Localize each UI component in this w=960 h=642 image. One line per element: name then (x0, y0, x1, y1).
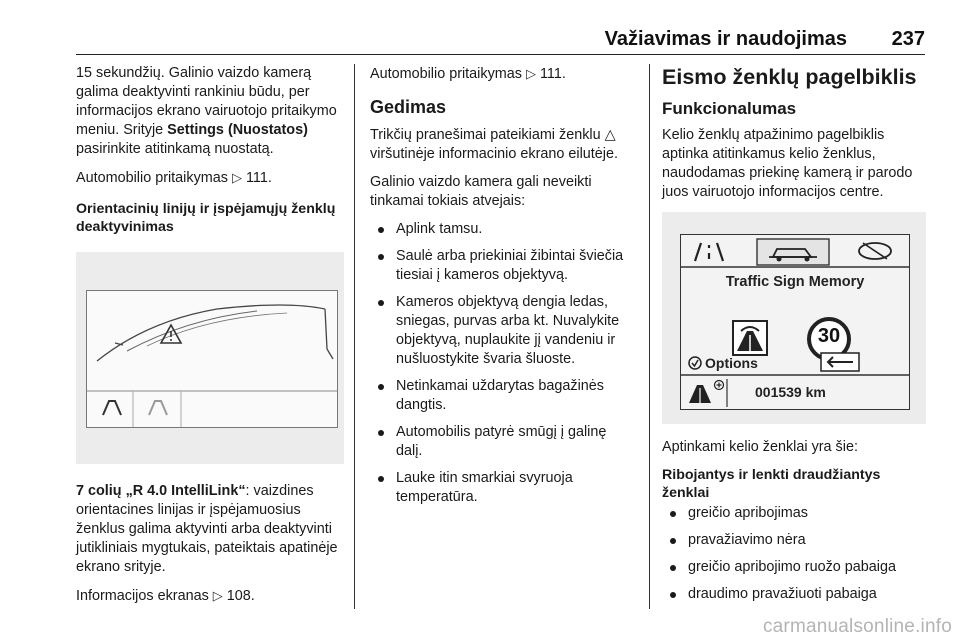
rear-camera-figure (76, 252, 344, 464)
small-motorway-icon (689, 385, 711, 403)
list-item: greičio apribojimo ruožo pabaiga (662, 558, 926, 577)
driver-info-display (680, 234, 910, 410)
display-title: Traffic Sign Memory (725, 274, 865, 290)
failure-conditions-list (370, 220, 636, 507)
speed-limit-value: 30 (817, 325, 841, 347)
warning-toggle-icon (149, 401, 167, 415)
column-divider-1 (354, 64, 355, 609)
page-header (76, 26, 925, 55)
paragraph: Trikčių pranešimai pateikiami ženklu △ viršutinėje informacinio ekrano eilutėje. (370, 127, 618, 162)
odometer-value: 001539 km (755, 384, 826, 400)
cross-reference: Automobilio pritaikymas ▷ 111. (370, 66, 566, 82)
no-overtaking-icon (859, 243, 891, 259)
page-number: 237 (891, 28, 925, 50)
page-ref-icon: ▷ (525, 66, 536, 81)
column-2 (370, 64, 636, 515)
lane-icon (695, 243, 723, 261)
list-item: Lauke itin smarkiai svyruoja temperatūra. (370, 469, 636, 507)
sign-types-list (662, 504, 926, 604)
cross-reference: Automobilio pritaikymas ▷ 111. (76, 170, 272, 186)
options-icon (689, 357, 701, 369)
section-heading: Funkcionalumas (662, 99, 797, 118)
subheading: Ribojantys ir lenkti draudžiantys ženklai (662, 467, 881, 501)
guidelines-toggle-icon (103, 401, 121, 415)
traffic-sign-figure (662, 212, 926, 424)
section-heading: Gedimas (370, 97, 447, 117)
page-ref-icon: ▷ (231, 170, 242, 185)
list-item: greičio apribojimas (662, 504, 926, 523)
list-item: Automobilis patyrė smūgį į galinę dalį. (370, 423, 636, 461)
list-item: pravažiavimo nėra (662, 531, 926, 550)
list-item: Saulė arba priekiniai žibintai šviečia tiesiai į kameros objektyvą. (370, 247, 636, 285)
list-item: Kameros objektyvą dengia ledas, sniegas, purvas arba kt. Nuvalykite objektyvą, nuplaukite jį vandeniu ir nušluostykite švaria šluoste. (370, 293, 636, 369)
options-label: Options (705, 355, 758, 371)
cross-reference: Informacijos ekranas ▷ 108. (76, 588, 255, 604)
column-divider-2 (649, 64, 650, 609)
paragraph: Aptinkami kelio ženklai yra šie: (662, 439, 858, 455)
camera-display (86, 290, 338, 428)
column-3 (662, 64, 926, 612)
warning-triangle-icon: △ (604, 127, 616, 143)
list-item: draudimo pravažiuoti pabaiga (662, 585, 926, 604)
section-title: Važiavimas ir naudojimas (604, 28, 847, 50)
paragraph: 15 sekundžių. Galinio vaizdo kamerą galima deaktyvinti rankiniu būdu, per informacijos ekrano vairuotojo pritaikymo meniu. Srityje Settings (Nuostatos) pasirinkite atitinkamą nuostatą. (76, 65, 337, 157)
guideline-drawing (87, 291, 337, 427)
paragraph: Kelio ženklų atpažinimo pagelbiklis aptinka atitinkamus kelio ženklus, naudodamas priekinę kamerą ir parodo juos vairuotojo informacijos centre. (662, 127, 913, 200)
chapter-heading: Eismo ženklų pagelbiklis (662, 65, 917, 89)
paragraph: 7 colių „R 4.0 IntelliLink“: vaizdines orientacines linijas ir įspėjamuosius ženklus galima aktyvinti arba deaktyvinti jutikliniais mygtukais, pateiktais apatinėje ekrano srityje. (76, 483, 338, 575)
back-arrow-icon (821, 353, 859, 371)
motorway-sign-icon (733, 321, 767, 355)
page-ref-icon: ▷ (212, 588, 223, 603)
watermark: carmanualsonline.info (762, 616, 952, 637)
list-item: Aplink tamsu. (370, 220, 636, 239)
subheading: Orientacinių linijų ir įspėjamųjų ženklų deaktyvinimas (76, 201, 336, 235)
list-item: Netinkamai uždarytas bagažinės dangtis. (370, 377, 636, 415)
plus-icon (715, 381, 724, 390)
column-1 (76, 64, 344, 615)
paragraph: Galinio vaizdo kamera gali neveikti tinkamai tokiais atvejais: (370, 174, 592, 209)
